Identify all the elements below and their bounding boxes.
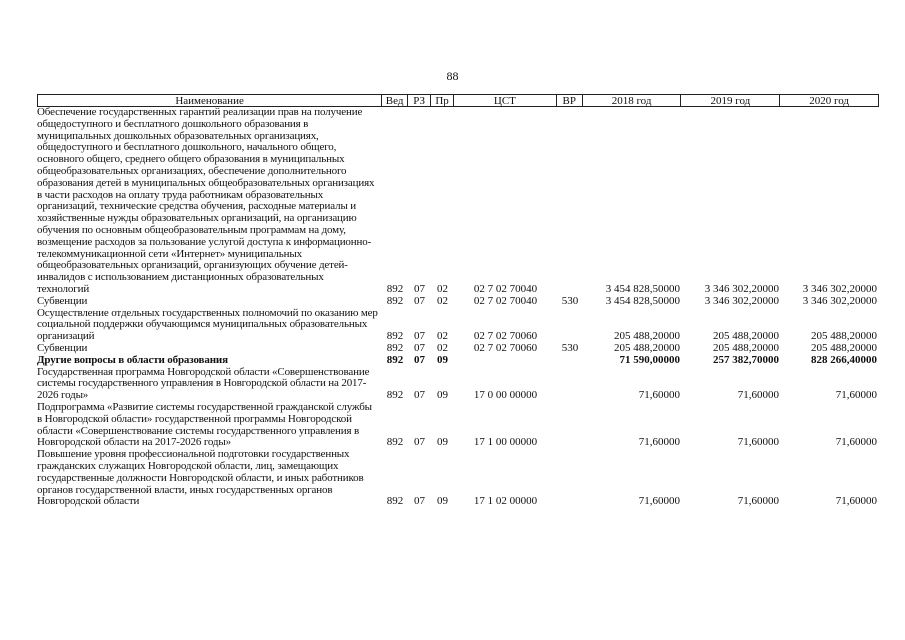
- row-cst: 17 0 00 00000: [473, 389, 538, 402]
- row-2020: 71,60000: [835, 495, 877, 508]
- header-cst: ЦСТ: [454, 95, 557, 106]
- table-row: [37, 107, 879, 296]
- row-name: Повышение уровня профессиональной подготовки государственных гражданских служащих Новгородской области, лиц, замещающих государственные должности Новгородской области, и иных работников органов государственной власти, иных государственных органов Новгородской области: [37, 448, 364, 508]
- row-pr: 02: [437, 294, 448, 307]
- row-2018: 71,60000: [638, 436, 680, 449]
- row-rz: 07: [414, 330, 425, 343]
- row-rz: 07: [414, 389, 425, 402]
- row-rz: 07: [414, 436, 425, 449]
- header-2020: 2020 год: [809, 95, 849, 107]
- row-2020: 3 346 302,20000: [802, 282, 877, 295]
- row-name: Субвенции: [37, 294, 88, 307]
- row-name: Государственная программа Новгородской области «Совершенствование системы государственного управления в Новгородской области на 2017-2026 годы»: [37, 365, 370, 402]
- header-ved: Вед: [382, 95, 408, 106]
- row-2018: 71,60000: [638, 495, 680, 508]
- row-name: Субвенции: [37, 341, 88, 354]
- header-rz: РЗ: [408, 95, 431, 106]
- table-body: [37, 107, 879, 508]
- row-ved: 892: [386, 282, 404, 295]
- row-pr: 09: [437, 353, 448, 366]
- header-name: Наименование: [38, 95, 382, 106]
- row-2019: 71,60000: [737, 436, 779, 449]
- row-2019: 205 488,20000: [713, 341, 779, 354]
- row-pr: 02: [437, 330, 448, 343]
- header-pr: Пр: [431, 95, 454, 106]
- row-ved: 892: [386, 495, 404, 508]
- row-cst: 02 7 02 70060: [473, 341, 538, 354]
- row-name: Другие вопросы в области образования: [37, 353, 228, 366]
- header-2019: 2019 год: [681, 95, 780, 106]
- row-ved: 892: [386, 389, 404, 402]
- row-2020: 205 488,20000: [811, 341, 877, 354]
- row-ved: 892: [386, 330, 404, 343]
- header-2018: 2018 год: [583, 95, 682, 106]
- row-rz: 07: [414, 353, 425, 366]
- row-2018: 71 590,00000: [619, 353, 680, 366]
- row-name: Осуществление отдельных государственных полномочий по оказанию мер социальной поддержки обучающимся муниципальных образовательных организаций: [37, 306, 378, 343]
- row-name: Обеспечение государственных гарантий реализации прав на получение общедоступного и бесплатного дошкольного образования в муниципальных дошкольных образовательных организациях, общедоступного и бесплатного дошкольного, начального общего, основного общего, среднего общего образования в муниципальных общеобразовательных организациях, обеспечение дополнительного образования детей в муниципальных общеобразовательных организациях в части расходов на оплату труда работникам образовательных организаций, технические средства обучения, расходные материалы и хозяйственные нужды образовательных организаций, на организацию обучения по основным общеобразовательным программам на дому, возмещение расходов за пользование услугой доступа к информационно-телекоммуникационной сети «Интернет» муниципальных общеобразовательных организаций, организующих обучение детей-инвалидов с использованием дистанционных образовательных технологий: [37, 106, 375, 295]
- row-pr: 02: [437, 341, 448, 354]
- table-row: [37, 355, 879, 367]
- row-2018: 3 454 828,50000: [605, 282, 680, 295]
- row-pr: 09: [437, 436, 448, 449]
- row-pr: 02: [437, 282, 448, 295]
- table-row: [37, 402, 879, 449]
- row-2020: 205 488,20000: [811, 330, 877, 343]
- row-2018: 205 488,20000: [614, 330, 680, 343]
- row-2020: 3 346 302,20000: [802, 294, 877, 307]
- header-vr: ВР: [557, 95, 583, 106]
- row-2019: 205 488,20000: [713, 330, 779, 343]
- row-name: Подпрограмма «Развитие системы государственной гражданской службы в Новгородской области» государственной программы Новгородской области «Совершенствование системы государственного управления в Новгородской области на 2017-2026 годы»: [37, 400, 372, 449]
- row-rz: 07: [414, 294, 425, 307]
- page-number: 88: [446, 69, 459, 83]
- table-row: [37, 367, 879, 402]
- row-2020: 71,60000: [835, 436, 877, 449]
- row-cst: 17 1 02 00000: [473, 495, 538, 508]
- table-row: [37, 308, 879, 343]
- row-2019: 3 346 302,20000: [704, 282, 779, 295]
- row-cst: 17 1 00 00000: [473, 436, 538, 449]
- table-row: [37, 449, 879, 508]
- row-2018: 71,60000: [638, 389, 680, 402]
- row-vr: 530: [561, 294, 579, 307]
- row-vr: 530: [561, 341, 579, 354]
- row-2019: 71,60000: [737, 495, 779, 508]
- row-2018: 3 454 828,50000: [605, 294, 680, 307]
- row-cst: 02 7 02 70040: [473, 282, 538, 295]
- table-row: [37, 296, 879, 308]
- row-2019: 71,60000: [737, 389, 779, 402]
- row-2019: 257 382,70000: [713, 353, 779, 366]
- row-2020: 828 266,40000: [811, 353, 877, 366]
- row-ved: 892: [386, 294, 404, 307]
- row-pr: 09: [437, 389, 448, 402]
- row-rz: 07: [414, 341, 425, 354]
- row-rz: 07: [414, 282, 425, 295]
- row-rz: 07: [414, 495, 425, 508]
- row-ved: 892: [386, 341, 404, 354]
- row-2019: 3 346 302,20000: [704, 294, 779, 307]
- row-cst: 02 7 02 70060: [473, 330, 538, 343]
- row-ved: 892: [386, 353, 404, 366]
- row-cst: 02 7 02 70040: [473, 294, 538, 307]
- row-2020: 71,60000: [835, 389, 877, 402]
- row-pr: 09: [437, 495, 448, 508]
- budget-table: [37, 94, 879, 508]
- row-ved: 892: [386, 436, 404, 449]
- row-2018: 205 488,20000: [614, 341, 680, 354]
- table-row: [37, 343, 879, 355]
